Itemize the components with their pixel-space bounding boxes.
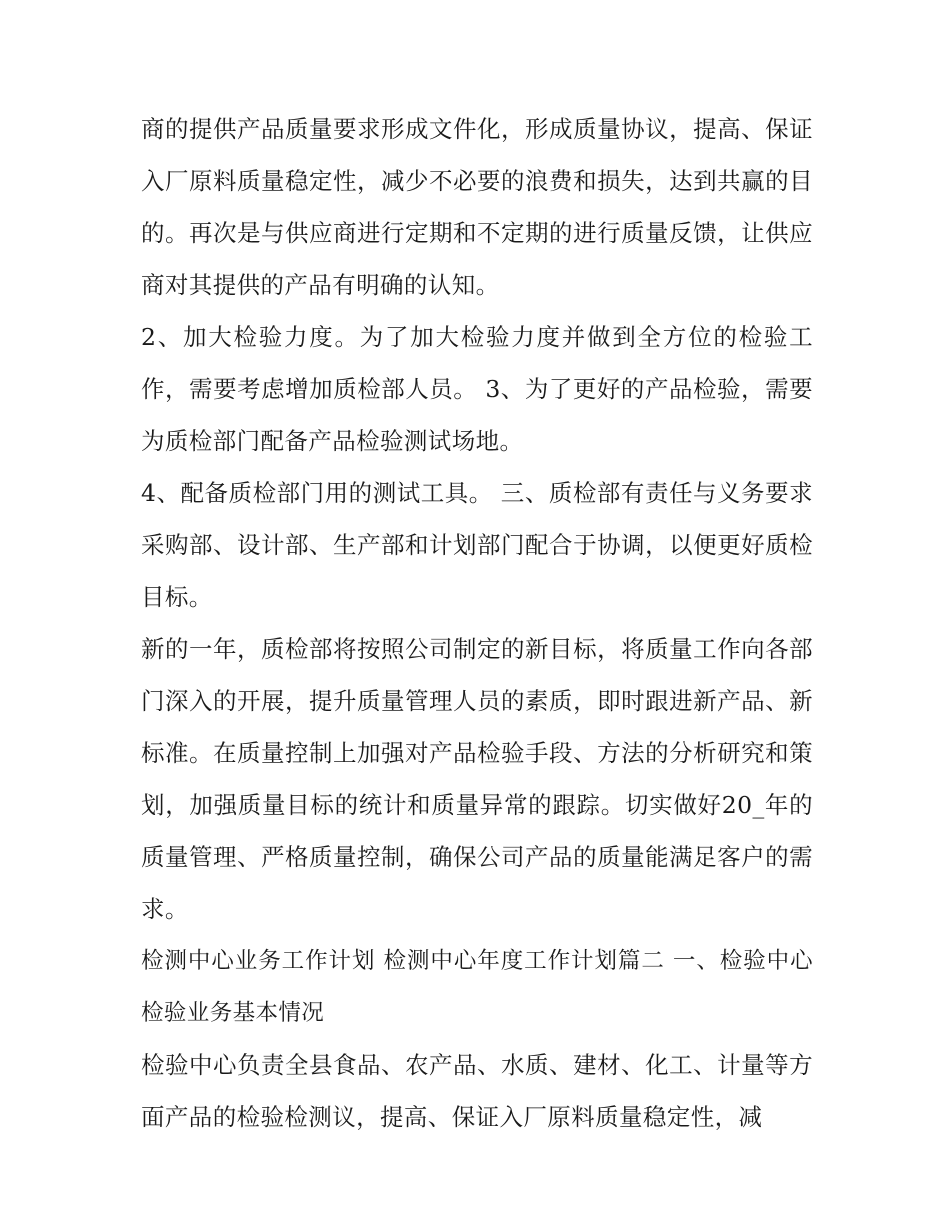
- section-heading: 检测中心业务工作计划 检测中心年度工作计划篇二 一、检验中心检验业务基本情况: [141, 948, 813, 1026]
- paragraph-inspection-strength: 2、加大检验力度。为了加大检验力度并做到全方位的检验工作，需要考虑增加质检部人员。 3、为了更好的产品检验，需要为质检部门配备产品检验测试场地。: [141, 323, 813, 455]
- paragraph-new-year-plan: 新的一年，质检部将按照公司制定的新目标，将质量工作向各部门深入的开展，提升质量管理人员的素质，即时跟进新产品、新标准。在质量控制上加强对产品检验手段、方法的分析研究和策划，加强质量目标的统计和质量异常的跟踪。切实做好20_年的质量管理、严格质量控制，确保公司产品的质量能满足客户的需求。: [141, 635, 813, 923]
- paragraph-center-responsibilities: 检验中心负责全县食品、农产品、水质、建材、化工、计量等方面产品的检验检测议，提高、保证入厂原料质量稳定性，减: [141, 1051, 813, 1131]
- paragraph-testing-tools: 4、配备质检部门用的测试工具。 三、质检部有责任与义务要求采购部、设计部、生产部和计划部门配合于协调，以便更好质检目标。: [141, 479, 813, 611]
- document-body: [141, 103, 813, 1143]
- paragraph-supplier-quality: 商的提供产品质量要求形成文件化，形成质量协议，提高、保证入厂原料质量稳定性，减少不必要的浪费和损失，达到共赢的目的。再次是与供应商进行定期和不定期的进行质量反馈，让供应商对其提供的产品有明确的认知。: [141, 115, 813, 299]
